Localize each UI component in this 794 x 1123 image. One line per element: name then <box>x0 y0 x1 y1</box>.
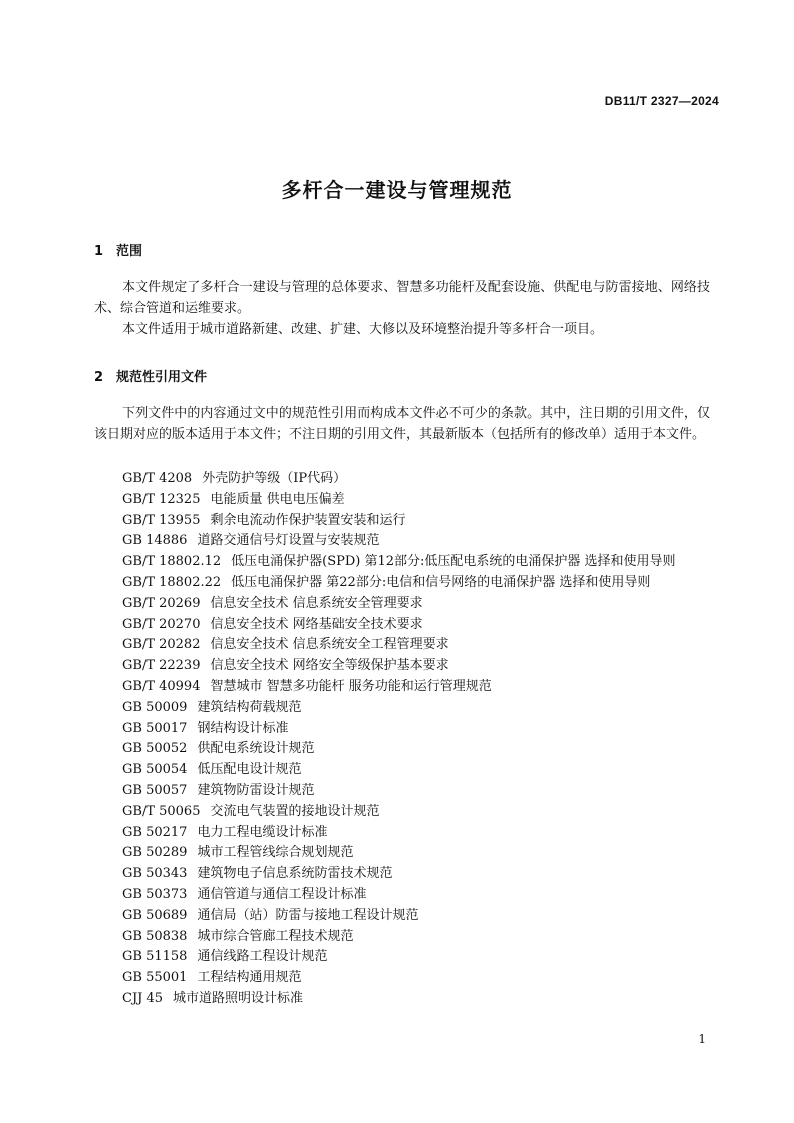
section-2-number: 2 <box>94 370 104 385</box>
reference-item <box>122 635 676 656</box>
section-1-number: 1 <box>94 244 104 259</box>
reference-item <box>122 802 676 823</box>
reference-title: 建筑结构荷载规范 <box>197 699 302 715</box>
reference-code: GB/T 18802.22 <box>122 574 222 590</box>
reference-title: 建筑物电子信息系统防雷技术规范 <box>197 866 393 882</box>
reference-title: 电能质量 供电电压偏差 <box>210 491 345 507</box>
reference-title: 低压电涌保护器(SPD) 第12部分:低压配电系统的电涌保护器 选择和使用导则 <box>231 554 676 570</box>
reference-code: GB 55001 <box>122 970 188 986</box>
reference-code: CJJ 45 <box>122 990 164 1006</box>
reference-code: GB/T 50065 <box>122 803 201 819</box>
reference-item <box>122 989 676 1010</box>
scope-paragraph-2: 本文件适用于城市道路新建、改建、扩建、大修以及环境整治提升等多杆合一项目。 <box>122 322 604 337</box>
reference-title: 钢结构设计标准 <box>197 720 289 736</box>
reference-code: GB/T 4208 <box>122 471 193 486</box>
reference-item <box>122 947 676 968</box>
section-2-heading <box>94 366 207 385</box>
reference-item <box>122 885 676 906</box>
reference-title: 交流电气装置的接地设计规范 <box>210 803 380 819</box>
reference-code: GB/T 20269 <box>122 595 201 611</box>
reference-title: 低压配电设计规范 <box>197 762 302 778</box>
reference-title: 城市综合管廊工程技术规范 <box>197 928 354 944</box>
reference-item <box>122 781 676 802</box>
reference-title: 建筑物防雷设计规范 <box>197 782 315 798</box>
reference-code: GB 50689 <box>122 907 188 923</box>
reference-item <box>122 968 676 989</box>
reference-title: 信息安全技术 信息系统安全工程管理要求 <box>210 637 449 653</box>
reference-title: 信息安全技术 网络基础安全技术要求 <box>210 616 423 632</box>
reference-item <box>122 615 676 636</box>
reference-item <box>122 906 676 927</box>
document-code: DB11/T 2327—2024 <box>604 94 719 108</box>
reference-title: 通信管道与通信工程设计标准 <box>197 886 367 902</box>
reference-item <box>122 719 676 740</box>
reference-code: GB 50009 <box>122 699 188 715</box>
reference-title: 外壳防护等级（IP代码） <box>202 471 347 486</box>
reference-code: GB/T 20270 <box>122 616 201 632</box>
reference-title: 城市工程管线综合规划规范 <box>197 845 354 861</box>
reference-code: GB 50838 <box>122 928 188 944</box>
reference-item <box>122 698 676 719</box>
section-1-heading <box>94 240 142 259</box>
reference-title: 低压电涌保护器 第22部分:电信和信号网络的电涌保护器 选择和使用导则 <box>231 574 651 590</box>
normative-intro-paragraph: 下列文件中的内容通过文中的规范性引用而构成本文件必不可少的条款。其中，注日期的引用文件，仅该日期对应的版本适用于本文件；不注日期的引用文件，其最新版本（包括所有的修改单）适用于本文件。 <box>94 406 710 442</box>
reference-title: 通信线路工程设计规范 <box>197 949 328 965</box>
reference-code: GB/T 13955 <box>122 512 201 528</box>
reference-code: GB 14886 <box>122 533 188 549</box>
section-2-title: 规范性引用文件 <box>116 370 208 385</box>
reference-code: GB/T 12325 <box>122 491 201 507</box>
section-1-title: 范围 <box>116 244 143 259</box>
reference-code: GB 50289 <box>122 845 188 861</box>
reference-title: 供配电系统设计规范 <box>197 741 315 757</box>
reference-title: 工程结构通用规范 <box>197 970 302 986</box>
reference-title: 信息安全技术 网络安全等级保护基本要求 <box>210 658 449 674</box>
reference-title: 剩余电流动作保护装置安装和运行 <box>210 512 406 528</box>
reference-item <box>122 760 676 781</box>
reference-item <box>122 656 676 677</box>
reference-item <box>122 739 676 760</box>
reference-item <box>122 927 676 948</box>
reference-item <box>122 823 676 844</box>
reference-title: 通信局（站）防雷与接地工程设计规范 <box>197 907 419 923</box>
reference-item <box>122 552 676 573</box>
reference-code: GB 50052 <box>122 741 188 757</box>
reference-code: GB 50217 <box>122 824 188 840</box>
reference-title: 电力工程电缆设计标准 <box>197 824 328 840</box>
reference-item <box>122 594 676 615</box>
reference-item <box>122 469 676 490</box>
reference-item <box>122 864 676 885</box>
reference-list <box>122 469 676 1010</box>
page-number: 1 <box>698 1032 706 1046</box>
page-title: 多杆合一建设与管理规范 <box>281 178 513 202</box>
reference-title: 信息安全技术 信息系统安全管理要求 <box>210 595 423 611</box>
scope-paragraph-1: 本文件规定了多杆合一建设与管理的总体要求、智慧多功能杆及配套设施、供配电与防雷接地、网络技术、综合管道和运维要求。 <box>94 280 710 316</box>
reference-item <box>122 573 676 594</box>
reference-item <box>122 511 676 532</box>
reference-code: GB/T 20282 <box>122 637 201 653</box>
reference-code: GB 50054 <box>122 762 188 778</box>
reference-item <box>122 843 676 864</box>
reference-code: GB 50057 <box>122 782 188 798</box>
reference-code: GB 50343 <box>122 866 188 882</box>
reference-code: GB 50017 <box>122 720 188 736</box>
reference-code: GB/T 40994 <box>122 678 201 694</box>
reference-title: 道路交通信号灯设置与安装规范 <box>197 533 380 549</box>
reference-code: GB/T 22239 <box>122 658 201 674</box>
reference-item <box>122 531 676 552</box>
reference-item <box>122 490 676 511</box>
reference-item <box>122 677 676 698</box>
reference-title: 智慧城市 智慧多功能杆 服务功能和运行管理规范 <box>210 678 492 694</box>
reference-code: GB 50373 <box>122 886 188 902</box>
reference-code: GB/T 18802.12 <box>122 554 222 570</box>
reference-code: GB 51158 <box>122 949 188 965</box>
reference-title: 城市道路照明设计标准 <box>173 990 304 1006</box>
